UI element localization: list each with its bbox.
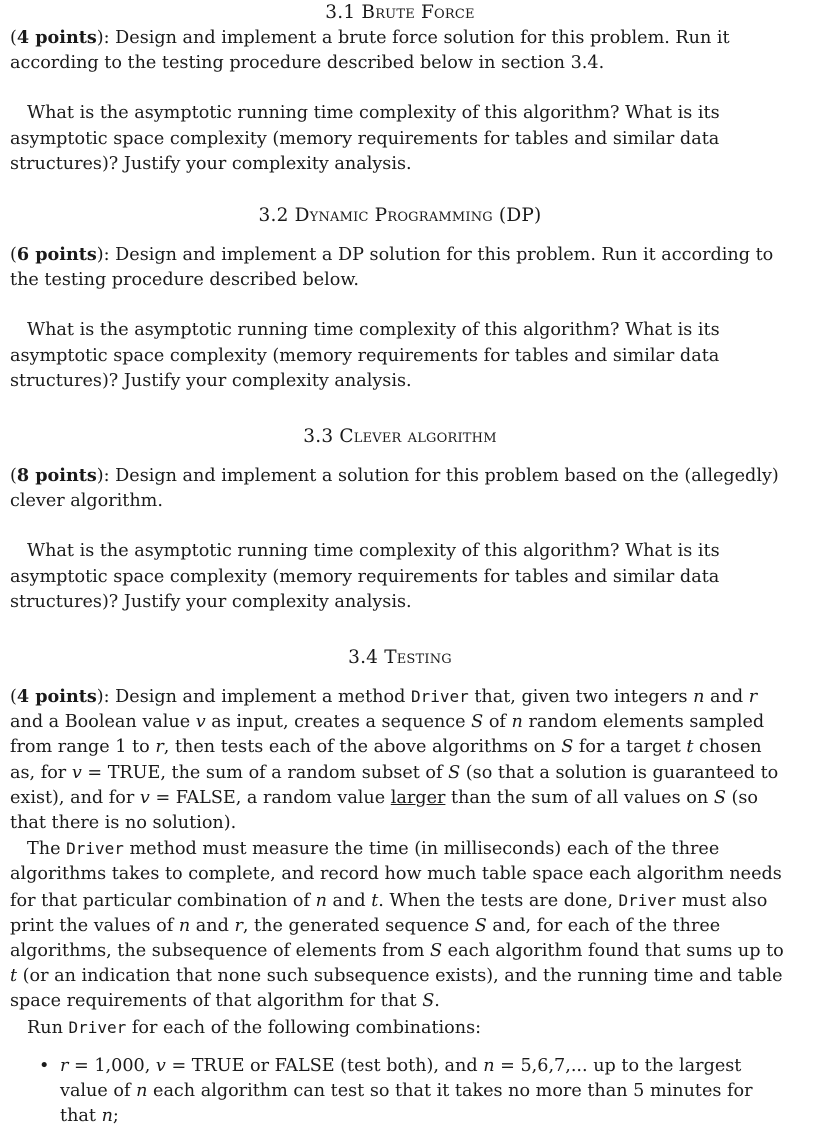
bullet-icon: • bbox=[39, 1055, 50, 1076]
paragraph: What is the asymptotic running time complexity of this algorithm? What is its asymptotic space complexity (memory requirements for tables and similar data structures)? Justify your complexity analysis. bbox=[10, 320, 720, 391]
paragraph: (6 points): Design and implement a DP solution for this problem. Run it according to the testing procedure described below. bbox=[10, 244, 774, 291]
section-heading-brute-force: 3.1 Brute Force bbox=[325, 2, 475, 23]
points-label: 8 points bbox=[16, 465, 97, 487]
paragraph: What is the asymptotic running time complexity of this algorithm? What is its asymptotic space complexity (memory requirements for tables and similar data structures)? Justify your complexity analysis. bbox=[10, 541, 720, 612]
section-heading-testing: 3.4 Testing bbox=[348, 647, 452, 669]
section-heading-dp: 3.2 Dynamic Programming (DP) bbox=[258, 205, 542, 227]
paragraph: (8 points): Design and implement a solution for this problem based on the (allegedly) clever algorithm. bbox=[10, 465, 779, 512]
paragraph: The Driver method must measure the time (in milliseconds) each of the three algorithms takes to complete, and record how much table space each algorithm needs for that particular combination of n and t. When the tests are done, Driver must also print the values of n and r, the generated sequence S and, for each of the three algorithms, the subsequence of elements from S each algorithm found that sums up to t (or an indication that none such subsequence exists), and the running time and table space requirements of that algorithm for that S. bbox=[10, 839, 784, 1012]
list-item: • r = 1,000, v = TRUE or FALSE (test both), and n = 5,6,7,... up to the largest value of n each algorithm can test so that it takes no more than 5 minutes for that n; bbox=[39, 1055, 753, 1127]
paragraph: What is the asymptotic running time complexity of this algorithm? What is its asymptotic space complexity (memory requirements for tables and similar data structures)? Justify your complexity analysis. bbox=[10, 103, 720, 174]
points-label: 4 points bbox=[16, 27, 97, 48]
points-label: 6 points bbox=[16, 244, 97, 266]
paragraph: (4 points): Design and implement a brute force solution for this problem. Run it according to the testing procedure described below in section 3.4. bbox=[10, 27, 730, 74]
bullet-list bbox=[10, 1054, 790, 1130]
paragraph: (4 points): Design and implement a method Driver that, given two integers n and r and a Boolean value v as input, creates a sequence S of n random elements sampled from range 1 to r, then tests each of the above algorithms on S for a target t chosen as, for v = TRUE, the sum of a random subset of S (so that a solution is guaranteed to exist), and for v = FALSE, a random value larger than the sum of all values on S (so that there is no solution). bbox=[10, 686, 779, 834]
document-page bbox=[10, 0, 790, 1130]
points-label: 4 points bbox=[16, 686, 97, 708]
underlined-word: larger bbox=[390, 787, 446, 808]
paragraph: Run Driver for each of the following combinations: bbox=[27, 1017, 482, 1038]
section-heading-clever: 3.3 Clever algorithm bbox=[303, 426, 497, 448]
